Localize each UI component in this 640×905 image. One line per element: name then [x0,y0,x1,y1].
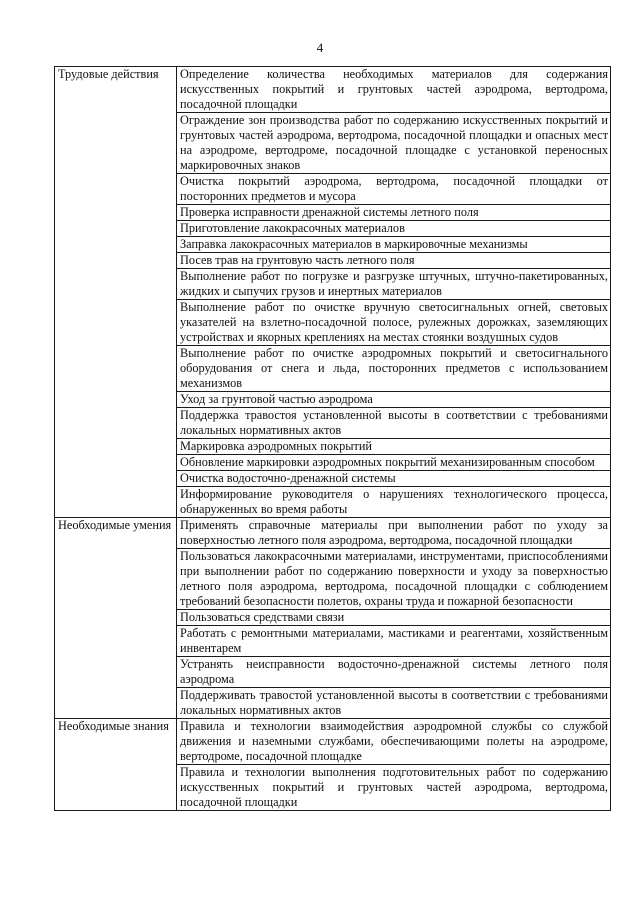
list-item: Пользоваться лакокрасочными материалами, инструментами, приспособлениями при выполнении работ по содержанию поверхности и уходу за поверхностью летного поля аэродрома, вертодрома, посадочной площадки с соблюдением требований безопасности полетов, охраны труда и пожарной безопасности [177,549,611,610]
list-item: Выполнение работ по очистке вручную светосигнальных огней, световых указателей на взлетно-посадочной полосе, рулежных дорожках, заземляющих устройствах и якорных креплениях на местах стоянки воздушных судов [177,300,611,346]
list-item: Очистка покрытий аэродрома, вертодрома, посадочной площадки от посторонних предметов и мусора [177,174,611,205]
page-number: 4 [316,40,324,55]
qualification-table [54,66,611,811]
section-label-required-knowledge: Необходимые знания [55,719,177,811]
list-item: Очистка водосточно-дренажной системы [177,471,611,487]
list-item: Поддерживать травостой установленной высоты в соответствии с требованиями локальных нормативных актов [177,688,611,719]
list-item: Заправка лакокрасочных материалов в маркировочные механизмы [177,237,611,253]
list-item: Уход за грунтовой частью аэродрома [177,392,611,408]
list-item: Проверка исправности дренажной системы летного поля [177,205,611,221]
list-item: Работать с ремонтными материалами, мастиками и реагентами, хозяйственным инвентарем [177,626,611,657]
list-item: Устранять неисправности водосточно-дренажной системы летного поля аэродрома [177,657,611,688]
list-item: Пользоваться средствами связи [177,610,611,626]
list-item: Посев трав на грунтовую часть летного поля [177,253,611,269]
list-item: Приготовление лакокрасочных материалов [177,221,611,237]
list-item: Маркировка аэродромных покрытий [177,439,611,455]
table-row [55,518,611,549]
list-item: Обновление маркировки аэродромных покрытий механизированным способом [177,455,611,471]
list-item: Выполнение работ по очистке аэродромных покрытий и светосигнального оборудования от снега и льда, посторонних предметов с использованием механизмов [177,346,611,392]
section-label-labor-actions: Трудовые действия [55,67,177,518]
list-item: Правила и технологии выполнения подготовительных работ по содержанию искусственных покрытий и грунтовых частей аэродрома, вертодрома, посадочной площадки [177,765,611,811]
list-item: Поддержка травостоя установленной высоты в соответствии с требованиями локальных нормативных актов [177,408,611,439]
table-row [55,719,611,765]
list-item: Применять справочные материалы при выполнении работ по уходу за поверхностью летного поля аэродрома, вертодрома, посадочной площадки [177,518,611,549]
list-item: Определение количества необходимых материалов для содержания искусственных покрытий и грунтовых частей аэродрома, вертодрома, посадочной площадки [177,67,611,113]
section-label-required-skills: Необходимые умения [55,518,177,719]
list-item: Правила и технологии взаимодействия аэродромной службы со службой движения и наземными службами, обеспечивающими полеты на аэродроме, вертодроме, посадочной площадке [177,719,611,765]
list-item: Информирование руководителя о нарушениях технологического процесса, обнаруженных во время работы [177,487,611,518]
list-item: Ограждение зон производства работ по содержанию искусственных покрытий и грунтовых частей аэродрома, вертодрома, посадочной площадки и опасных мест на аэродроме, вертодроме, посадочной площадке с установкой переносных маркировочных знаков [177,113,611,174]
table-row [55,67,611,113]
list-item: Выполнение работ по погрузке и разгрузке штучных, штучно-пакетированных, жидких и сыпучих грузов и инертных материалов [177,269,611,300]
